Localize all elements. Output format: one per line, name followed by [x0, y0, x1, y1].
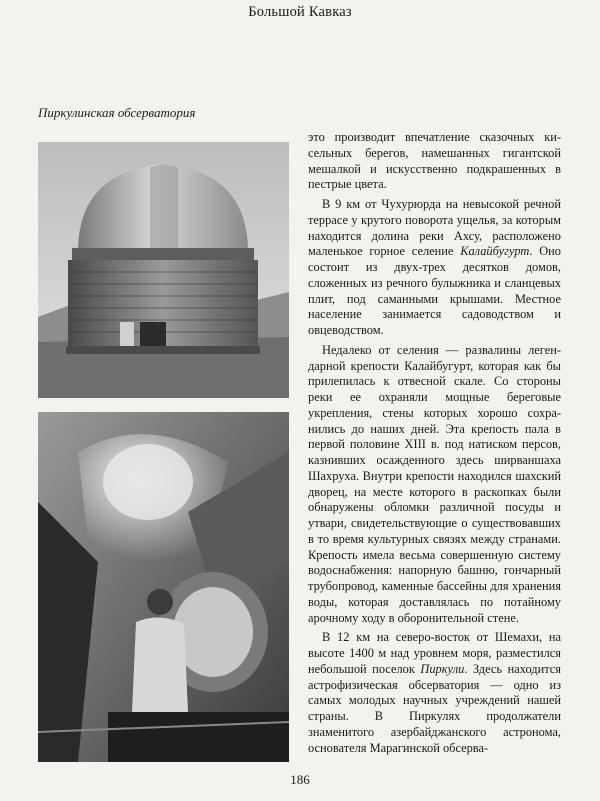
paragraph-pirkuli: [308, 630, 561, 756]
photo-caption: Пиркулинская обсерватория: [38, 105, 196, 120]
place-name-kalaybugurt: Калайбугурт: [460, 244, 530, 259]
paragraph-text: В 12 км на северо-восток от Шемахи, на высоте 1400 м над уровнем моря, разместился небольшой поселок: [308, 630, 561, 676]
article-text-column: [308, 130, 561, 760]
running-head: Большой Кавказ: [248, 4, 352, 20]
paragraph-text: . Оно состоит из двух-трех десятков домов, сложенных из речного булыжника и сланцевых плит, под саманными крышами. Местное население занимается садоводством и овцеводством.: [308, 244, 561, 337]
telescope-image: [38, 412, 289, 762]
telescope-photo: [38, 412, 289, 762]
paragraph-text: . Здесь находится астрофизическая обсерватория — одно из самых молодых научных учреждений нашей страны. В Пиркулях продолжатели знаменитого азербайджанского астронома, основателя Марагинской обсерва-: [308, 661, 561, 755]
place-name-pirkuli: Пиркули: [420, 661, 465, 676]
paragraph-continuation: это производит впечатление сказочных кисельных берегов, намешанных гигантской мешалкой и искусственно подкрашенных в пестрые цвета.: [308, 130, 561, 192]
observatory-dome-image: [38, 142, 289, 398]
paragraph-fortress: Недалеко от селения — развалины легендарной крепости Калайбугурт, которая как бы прилепилась к отвесной скале. Со стороны реки ее охраняли мощные береговые укрепления, стены которых хорошо сохранились до наших дней. Эта крепость пала в первой половине XIII в. под натиском персов, казнивших осажденного здесь ширваншаха Шахруха. Внутри крепости находился шахский дворец, на месте которого в раскопках были обнаружены обломки различной посуды и утвари, свидетельствующие о существовавших в то время культурных связях между странами. Крепость имела весьма совершенную систему водоснабжения: напорную башню, гончарный трубопровод, каменные бассейны для хранения воды, которая доставлялась по потайному арочному ходу в оборонительной стене.: [308, 342, 561, 625]
page-number: 186: [290, 772, 310, 787]
paragraph-text: В 9 км от Чухурюрда на невысокой речной террасе у крутого поворота ущелья, за которым находится долина реки Ахсу, расположено маленькое горное селение: [308, 197, 561, 259]
paragraph-kalaybugurt-village: [308, 197, 561, 339]
observatory-dome-photo: [38, 142, 289, 398]
